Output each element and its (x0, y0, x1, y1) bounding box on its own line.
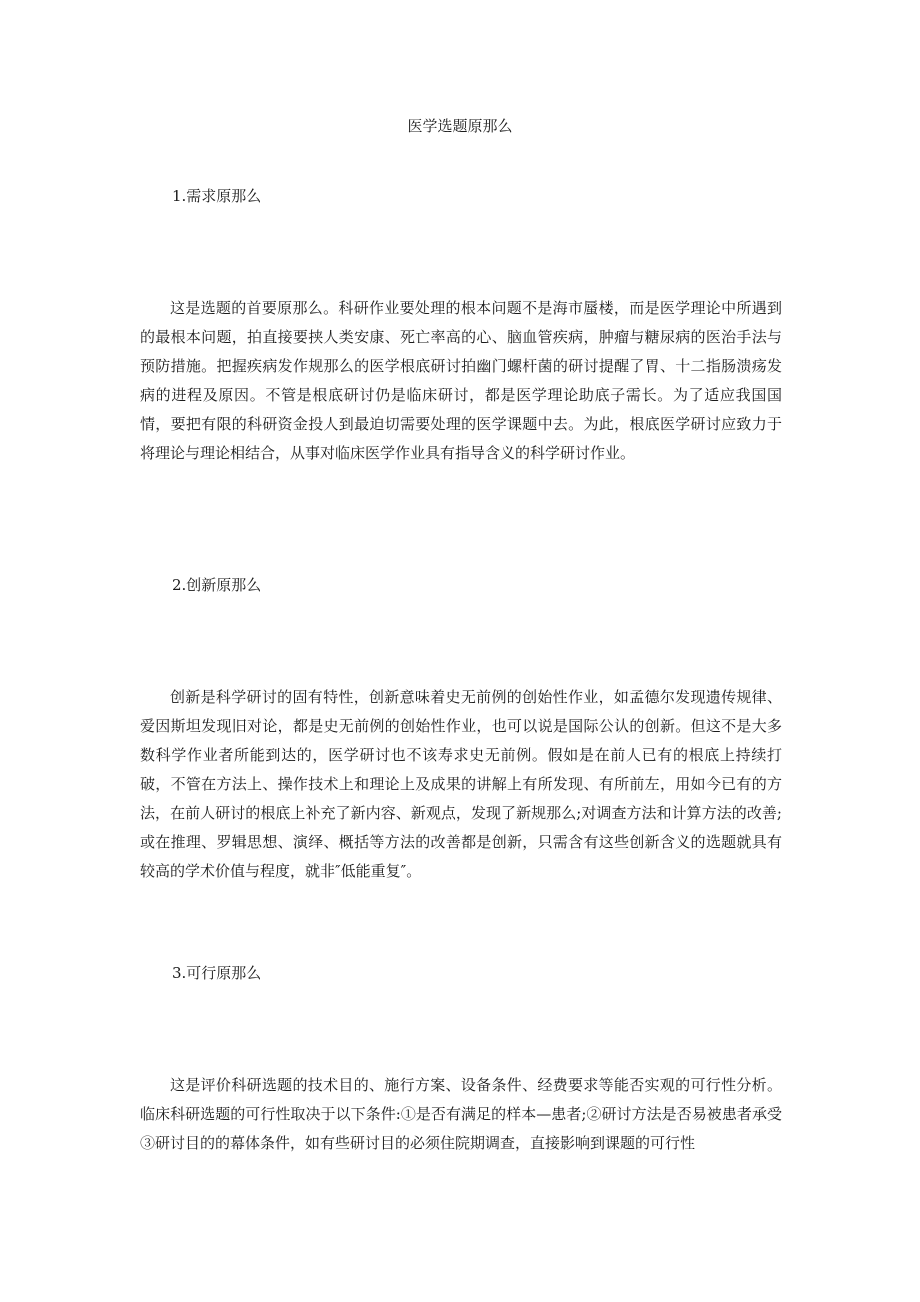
section-heading-innovation: 2.创新原那么 (172, 576, 262, 594)
section-body-feasibility: 这是评价科研选题的技术目的、施行方案、设备条件、经费要求等能否实观的可行性分析。临床科研选题的可行性取决于以下条件:①是否有满足的样本—患者;②研讨方法是否易被患者承受③研讨目的的幕体条件，如有些研讨目的必须住院期调查，直接影响到课题的可行性 (140, 1076, 782, 1152)
section-body-innovation: 创新是科学研讨的固有特性，创新意味着史无前例的创始性作业，如孟德尔发现遗传规律、爱因斯坦发现旧对论，都是史无前例的创始性作业，也可以说是国际公认的创新。但这不是大多数科学作业者所能到达的，医学研讨也不该寿求史无前例。假如是在前人已有的根底上持续打破，不管在方法上、操作技术上和理论上及成果的讲解上有所发现、有所前左，用如今已有的方法，在前人研讨的根底上补充了新内容、新观点，发现了新规那么;对调查方法和计算方法的改善;或在推理、罗辑思想、演绎、概括等方法的改善都是创新，只需含有这些创新含义的选题就具有较高的学术价值与程度，就非″低能重复″。 (140, 688, 782, 880)
section-body-demand: 这是选题的首要原那么。科研作业要处理的根本问题不是海市蜃楼，而是医学理论中所遇到的最根本问题，拍直接要挟人类安康、死亡率高的心、脑血管疾病，肿瘤与糖尿病的医治手法与预防措施。把握疾病发作规那么的医学根底研讨拍幽门螺杆菌的研讨提醒了胃、十二指肠溃疡发病的进程及原因。不管是根底研讨仍是临床研讨，都是医学理论助底子需长。为了适应我国国情，要把有限的科研资金投人到最迫切需要处理的医学课题中去。为此，根底医学研讨应致力于将理论与理论相结合，从事对临床医学作业具有指导含义的科学研讨作业。 (140, 299, 782, 462)
section-heading-demand: 1.需求原那么 (172, 187, 262, 205)
section-heading-feasibility: 3.可行原那么 (172, 964, 262, 982)
document-title: 医学选题原那么 (407, 117, 513, 135)
